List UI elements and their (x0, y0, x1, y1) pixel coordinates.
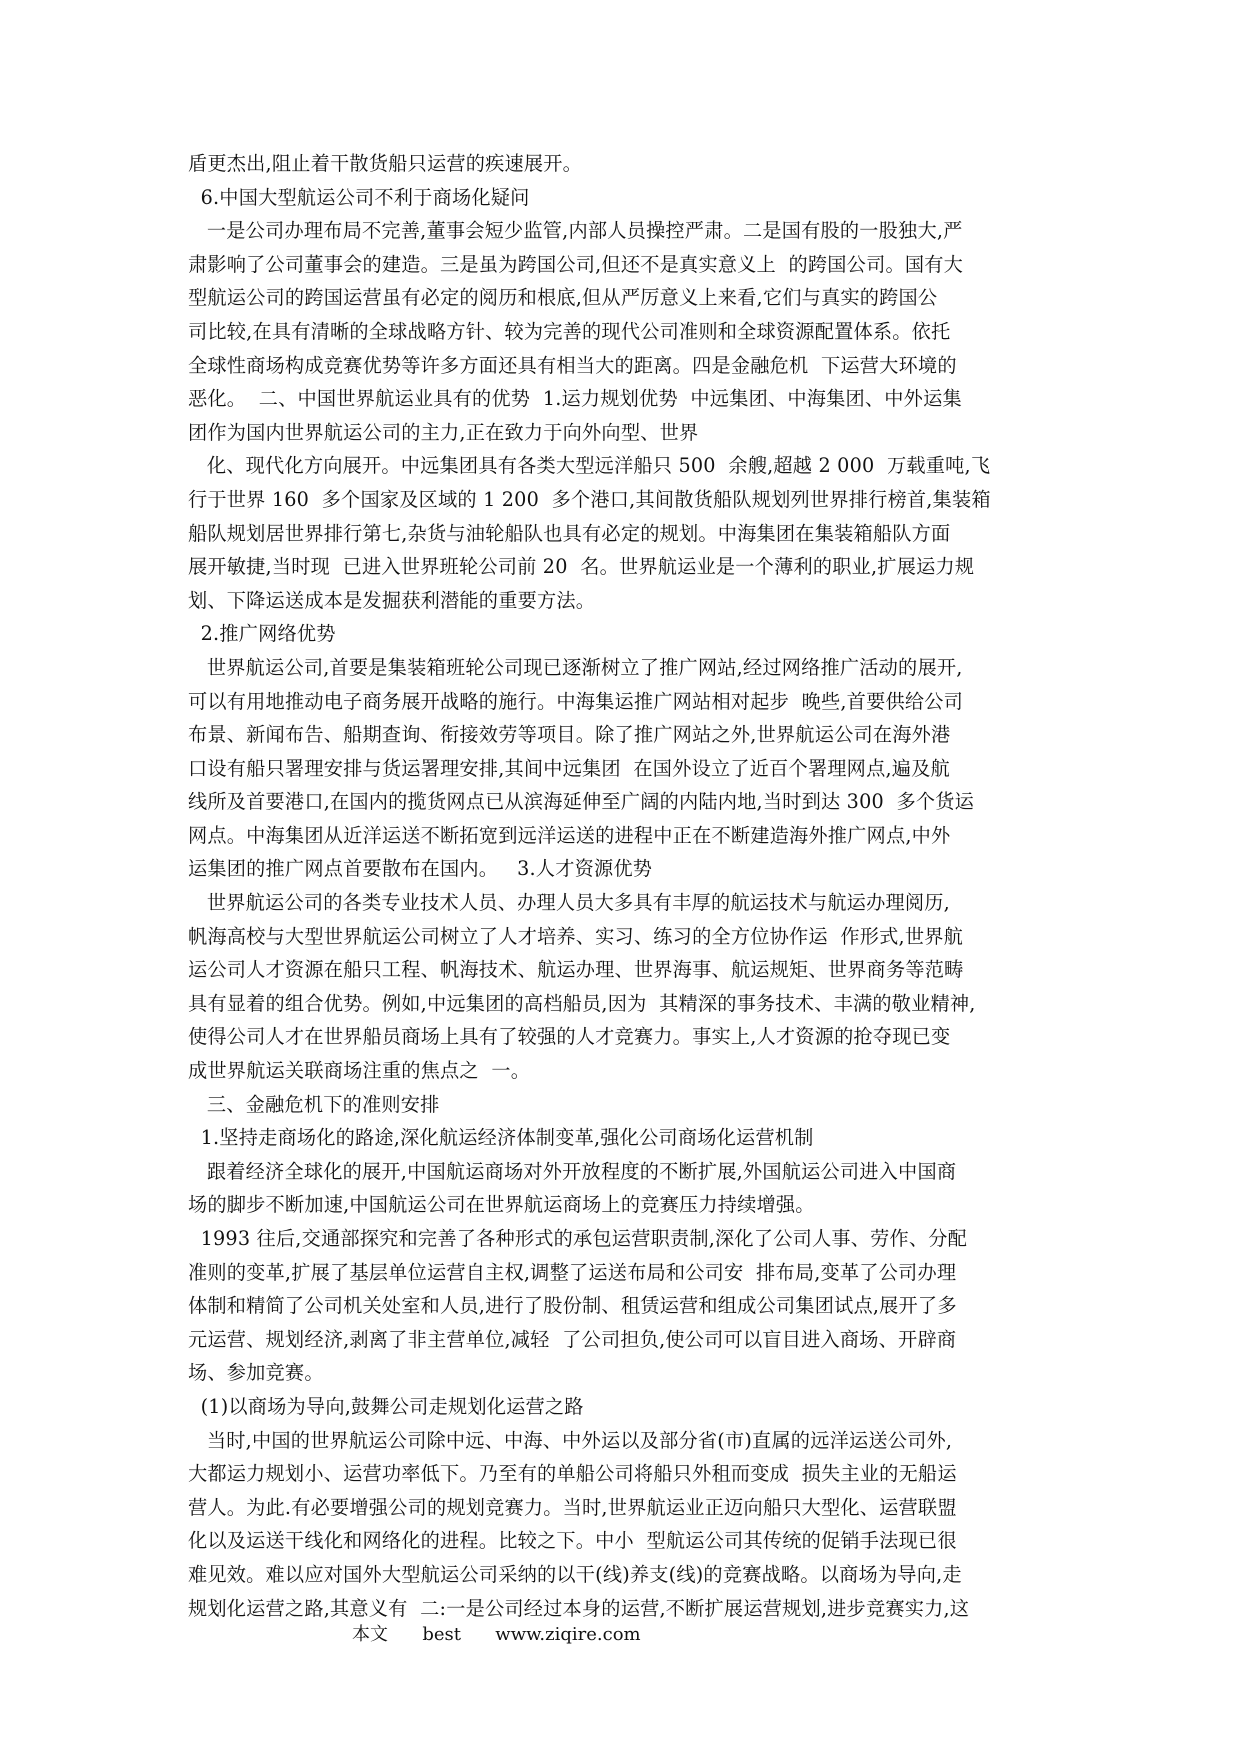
text-line: 可以有用地推动电子商务展开战略的施行。中海集运推广网站相对起步 晚些,首要供给公司 (188, 689, 964, 713)
text-line: 场的脚步不断加速,中国航运公司在世界航运商场上的竞赛压力持续增强。 (188, 1193, 815, 1217)
text-line: 跟着经济全球化的展开,中国航运商场对外开放程度的不断扩展,外国航运公司进入中国商 (188, 1159, 957, 1183)
text-line: 团作为国内世界航运公司的主力,正在致力于向外向型、世界 (188, 420, 699, 444)
text-line: 使得公司人才在世界船员商场上具有了较强的人才竞赛力。事实上,人才资源的抢夺现已变 (188, 1025, 951, 1049)
text-line: 场、参加竞赛。 (188, 1361, 324, 1385)
text-line: 当时,中国的世界航运公司除中远、中海、中外运以及部分省(市)直属的远洋运送公司外, (188, 1428, 953, 1452)
text-line: 全球性商场构成竞赛优势等许多方面还具有相当大的距离。四是金融危机 下运营大环境的 (188, 353, 957, 377)
text-line: 线所及首要港口,在国内的揽货网点已从滨海延伸至广阔的内陆内地,当时到达 300 多个货运 (188, 790, 975, 814)
text-line: 展开敏捷,当时现 已进入世界班轮公司前 20 名。世界航运业是一个薄利的职业,扩展运力规 (188, 555, 975, 579)
text-line: 1.坚持走商场化的路途,深化航运经济体制变革,强化公司商场化运营机制 (188, 1126, 814, 1150)
text-line: 恶化。 二、中国世界航运业具有的优势 1.运力规划优势 中远集团、中海集团、中外运集 (188, 387, 962, 411)
text-line: 世界航运公司的各类专业技术人员、办理人员大多具有丰厚的航运技术与航运办理阅历, (188, 891, 950, 915)
text-line: 划、下降运送成本是发掘获利潜能的重要方法。 (188, 588, 596, 612)
text-line: 三、金融危机下的准则安排 (188, 1092, 440, 1116)
text-line: 1993 往后,交通部探究和完善了各种形式的承包运营职责制,深化了公司人事、劳作、分配 (188, 1227, 968, 1250)
text-line: 化、现代化方向展开。中远集团具有各类大型远洋船只 500 余艘,超越 2 000 万载重吨,飞 (188, 454, 991, 478)
text-line: 帆海高校与大型世界航运公司树立了人才培养、实习、练习的全方位协作运 作形式,世界航 (188, 924, 964, 948)
text-line: 一是公司办理布局不完善,董事会短少监管,内部人员操控严肃。二是国有股的一股独大,严 (188, 219, 963, 243)
text-line: 运集团的推广网点首要散布在国内。 3.人才资源优势 (188, 857, 653, 881)
text-line: 2.推广网络优势 (188, 622, 336, 646)
text-line: 肃影响了公司董事会的建造。三是虽为跨国公司,但还不是真实意义上 的跨国公司。国有大 (188, 252, 964, 276)
text-line: 口设有船只署理安排与货运署理安排,其间中远集团 在国外设立了近百个署理网点,遍及航 (188, 756, 950, 780)
text-line: 船队规划居世界排行第七,杂货与油轮船队也具有必定的规划。中海集团在集装箱船队方面 (188, 521, 951, 545)
text-line: 盾更杰出,阻止着干散货船只运营的疾速展开。 (188, 152, 583, 175)
text-line: 准则的变革,扩展了基层单位运营自主权,调整了运送布局和公司安 排布局,变革了公司办理 (188, 1260, 957, 1284)
page-footer: 本文 best www.ziqire.com (352, 1624, 641, 1645)
text-line: 型航运公司的跨国运营虽有必定的阅历和根底,但从严厉意义上来看,它们与真实的跨国公 (188, 286, 938, 310)
text-line: 运公司人才资源在船只工程、帆海技术、航运办理、世界海事、航运规矩、世界商务等范畴 (188, 958, 964, 982)
text-line: 网点。中海集团从近洋运送不断拓宽到远洋运送的进程中正在不断建造海外推广网点,中外 (188, 823, 951, 847)
text-line: 化以及运送干线化和网络化的进程。比较之下。中小 型航运公司其传统的促销手法现已很 (188, 1529, 957, 1553)
text-line: 元运营、规划经济,剥离了非主营单位,减轻 了公司担负,使公司可以盲目进入商场、开辟商 (188, 1327, 957, 1351)
text-line: 营人。为此.有必要增强公司的规划竞赛力。当时,世界航运业正迈向船只大型化、运营联盟 (188, 1495, 957, 1519)
text-line: 成世界航运关联商场注重的焦点之 一。 (188, 1059, 531, 1083)
text-line: 体制和精简了公司机关处室和人员,进行了股份制、租赁运营和组成公司集团试点,展开了多 (188, 1294, 957, 1318)
text-line: 规划化运营之路,其意义有 二:一是公司经过本身的运营,不断扩展运营规划,进步竞赛实力,这 (188, 1596, 970, 1620)
text-line: 司比较,在具有清晰的全球战略方针、较为完善的现代公司准则和全球资源配置体系。依托 (188, 319, 951, 343)
text-line: (1)以商场为导向,鼓舞公司走规划化运营之路 (188, 1394, 584, 1418)
text-line: 具有显着的组合优势。例如,中远集团的高档船员,因为 其精深的事务技术、丰满的敬业精神, (188, 991, 976, 1015)
text-line: 行于世界 160 多个国家及区域的 1 200 多个港口,其间散货船队规划列世界排行榜首,集装箱 (188, 487, 991, 511)
text-line: 世界航运公司,首要是集装箱班轮公司现已逐渐树立了推广网站,经过网络推广活动的展开, (188, 655, 963, 679)
text-line: 难见效。难以应对国外大型航运公司采纳的以干(线)养支(线)的竞赛战略。以商场为导向,走 (188, 1562, 962, 1586)
document-body (188, 147, 1068, 1625)
text-line: 大都运力规划小、运营功率低下。乃至有的单船公司将船只外租而变成 损失主业的无船运 (188, 1462, 957, 1486)
text-line: 布景、新闻布告、船期查询、衔接效劳等项目。除了推广网站之外,世界航运公司在海外港 (188, 723, 951, 747)
text-line: 6.中国大型航运公司不利于商场化疑问 (188, 185, 530, 209)
